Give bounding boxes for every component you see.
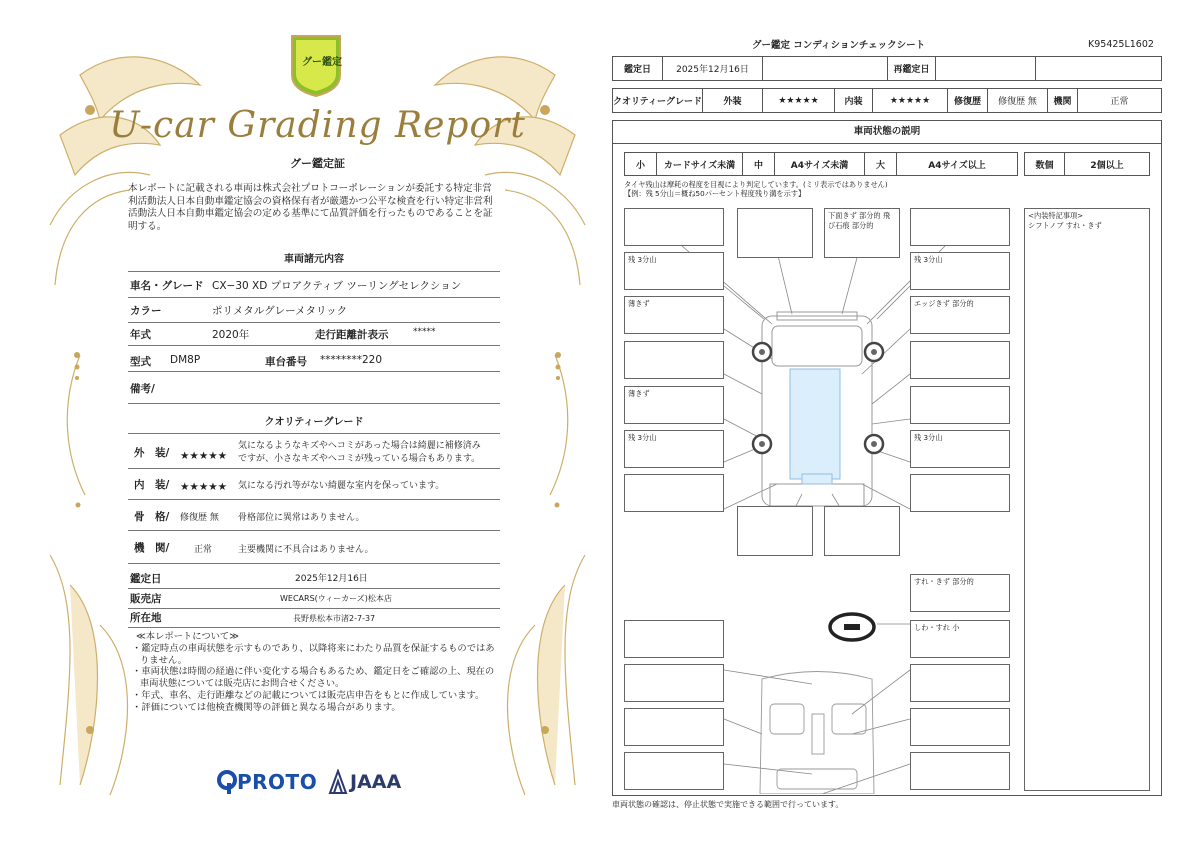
report-title: U-car Grading Report: [109, 105, 526, 146]
annotation-box: [910, 474, 1010, 512]
notes-title: ≪本レポートについて≫: [136, 631, 239, 642]
note-item: ・車両状態は時間の経過に伴い変化する場合もあるため、鑑定日をご確認の上、現在の車両状態については販売店にお問合せください。: [132, 666, 495, 690]
right-rear-tire-note: 残 3分山: [914, 433, 943, 442]
divider: [128, 345, 500, 346]
interior-desc: 気になる汚れ等がない綺麗な室内を保っています。: [238, 481, 445, 491]
divider: [128, 588, 500, 589]
annotation-box: [910, 430, 1010, 468]
reinspect-label: 再鑑定日: [888, 57, 936, 80]
divider: [128, 499, 500, 500]
annotation-box: [910, 296, 1010, 334]
annotation-box: [910, 752, 1010, 790]
blank-cell: [936, 57, 1036, 80]
engine-desc: 主要機関に不具合はありません。: [238, 545, 374, 555]
date-value: 2025年12月16日: [295, 574, 368, 584]
legend-large-desc: A4サイズ以上: [928, 160, 986, 171]
count-desc: 2個以上: [1090, 160, 1124, 171]
special-notes-title: <内装特記事項>: [1028, 211, 1084, 220]
annotation-box: [910, 208, 1010, 246]
proto-logo-icon: [216, 769, 238, 795]
frame-value: 修復歴 無: [180, 513, 219, 523]
annotation-box: [624, 296, 724, 334]
color-label: カラー: [130, 305, 162, 317]
name-label: 車名・グレード: [130, 280, 204, 292]
annotation-box: [624, 620, 724, 658]
exterior-stars: ★★★★★: [180, 450, 228, 462]
divider: [128, 433, 500, 434]
interior-stars: ★★★★★: [180, 481, 228, 493]
engine-label: 機関: [1048, 89, 1078, 112]
date-row: [612, 56, 1162, 81]
interior-stars: ★★★★★: [873, 89, 948, 112]
interior-label: 内 装/: [134, 479, 170, 491]
annotation-box: [624, 664, 724, 702]
grade-row: [612, 88, 1162, 113]
legend-large: 大: [865, 153, 897, 175]
divider: [128, 322, 500, 323]
exterior-label: 外装: [703, 89, 763, 112]
address-value: 長野県松本市渚2-7-37: [293, 614, 376, 623]
frame-desc: 骨格部位に異常はありません。: [238, 513, 365, 523]
name-value: CX−30 XD プロアクティブ ツーリングセレクション: [212, 280, 462, 292]
exterior-desc-2: ですが、小さなキズやヘコミが残っている場合もあります。: [238, 454, 481, 464]
annotation-box: [910, 708, 1010, 746]
divider: [128, 371, 500, 372]
annotation-box: [624, 708, 724, 746]
quality-title: クオリティーグレード: [264, 417, 364, 428]
annotation-box: [910, 386, 1010, 424]
model-label: 型式: [130, 356, 151, 368]
legend-medium: 中: [743, 153, 775, 175]
jaaa-logo-icon: [328, 769, 348, 795]
left-front-tire-note: 残 3分山: [628, 255, 657, 264]
interior-special-notes: [1024, 208, 1150, 791]
mileage-label: 走行距離計表示: [315, 329, 389, 341]
divider: [128, 403, 500, 404]
sheet-title: グー鑑定 コンディションチェックシート: [752, 40, 926, 51]
annotation-box: [737, 506, 813, 556]
count-legend: [1024, 152, 1150, 176]
certificate: [40, 25, 595, 815]
year-value: 2020年: [212, 329, 250, 341]
exterior-desc-1: 気になるようなキズやヘコミがあった場合は綺麗に補修済み: [238, 441, 481, 451]
annotation-box: [624, 386, 724, 424]
divider: [128, 563, 500, 564]
divider: [128, 608, 500, 609]
date-label: 鑑定日: [130, 573, 162, 585]
annotation-box: [910, 664, 1010, 702]
exterior-label: 外 装/: [134, 447, 170, 459]
divider: [128, 468, 500, 469]
certification-text: 本レポートに記載される車両は株式会社プロトコーポレーションが委託する特定非営利活動法人日本自動車鑑定協会の資格保有者が厳選かつ公平な検査を行い特定非営利活動法人日本自動車鑑定協会の定める基準にて品質評価を行ったものであることを証明する。: [128, 183, 493, 232]
annotation-box: [910, 620, 1010, 658]
divider: [128, 271, 500, 272]
jaaa-logo-text: JAAA: [350, 771, 402, 793]
specs-title: 車両諸元内容: [284, 254, 344, 265]
annotation-box: [737, 208, 813, 258]
annotation-box: [624, 252, 724, 290]
annotation-box: [624, 752, 724, 790]
right-front-tire-note: 残 3分山: [914, 255, 943, 264]
remarks-label: 備考/: [130, 383, 155, 395]
year-label: 年式: [130, 329, 151, 341]
interior-label: 内装: [835, 89, 873, 112]
frame-label: 骨 格/: [134, 511, 170, 523]
model-value: DM8P: [170, 354, 201, 366]
report-subtitle: グー鑑定証: [290, 157, 345, 170]
inspection-date-label: 鑑定日: [613, 57, 663, 80]
tire-note-1: タイヤ残山は摩耗の程度を目視により判定しています。(ミリ表示ではありません): [624, 180, 888, 189]
annotation-box: [624, 208, 724, 246]
annotation-box: [624, 430, 724, 468]
size-legend: [624, 152, 1018, 176]
divider: [128, 627, 500, 628]
annotation-box: [910, 252, 1010, 290]
annotation-box: [910, 574, 1010, 612]
exterior-stars: ★★★★★: [763, 89, 835, 112]
underside-note: 下面きず 部分的 飛び石痕 部分的: [828, 211, 891, 230]
annotation-box: [824, 506, 900, 556]
color-value: ポリメタルグレーメタリック: [212, 305, 348, 317]
left-lower-note: 薄きず: [628, 389, 650, 398]
left-rear-tire-note: 残 3分山: [628, 433, 657, 442]
divider: [128, 530, 500, 531]
steering-wheel-icon: [830, 614, 874, 640]
chassis-value: ********220: [320, 354, 383, 366]
annotation-box: [624, 341, 724, 379]
sheet-code: K95425L1602: [1088, 39, 1154, 50]
section-title: 車両状態の説明: [612, 120, 1162, 144]
proto-logo-text: PROTO: [237, 770, 318, 794]
engine-value: 正常: [1110, 97, 1129, 107]
address-label: 所在地: [130, 612, 162, 624]
legend-small-desc: カードサイズ未満: [657, 153, 743, 175]
sheet-footer: 車両状態の確認は、停止状態で実施できる範囲で行っています。: [612, 800, 844, 809]
legend-small: 小: [625, 153, 657, 175]
annotation-box: [824, 208, 900, 258]
seat-note: しわ・すれ 小: [914, 623, 960, 632]
grade-label: クオリティーグレード: [613, 89, 703, 112]
repair-value: 修復歴 無: [988, 89, 1048, 112]
divider: [128, 297, 500, 298]
notes: [128, 631, 500, 714]
annotation-box: [624, 474, 724, 512]
right-mid-note: エッジきず 部分的: [914, 299, 974, 308]
inspection-date-value: 2025年12月16日: [663, 57, 763, 80]
legend-medium-desc: A4サイズ未満: [775, 153, 865, 175]
count-label: 数個: [1025, 153, 1065, 175]
engine-value: 正常: [194, 545, 213, 555]
blank-cell: [763, 57, 888, 80]
repair-label: 修復歴: [948, 89, 988, 112]
chassis-label: 車台番号: [265, 356, 307, 368]
note-item: ・評価については他検査機関等の評価と異なる場合があります。: [132, 701, 401, 713]
condition-check-sheet: [612, 34, 1164, 814]
note-item: ・年式、車名、走行距離などの記載については販売店申告をもとに作成しています。: [132, 689, 485, 701]
note-item: ・鑑定時点の車両状態を示すものであり、以降将来にわたり品質を保証するものではありません。: [132, 642, 495, 666]
tire-note-2: 【例：残 5分山＝概ね50パーセント程度残り溝を示す】: [624, 189, 806, 198]
shop-label: 販売店: [130, 593, 162, 605]
annotation-box: [910, 341, 1010, 379]
engine-label: 機 関/: [134, 542, 170, 554]
left-mid-note: 薄きず: [628, 299, 650, 308]
special-notes-body: シフトノブ すれ・きず: [1028, 221, 1102, 230]
mileage-value: *****: [413, 327, 436, 337]
badge-text: グー鑑定: [302, 57, 342, 68]
shop-value: WECARS(ウィーカーズ)松本店: [280, 594, 392, 603]
blank-cell: [1036, 57, 1161, 80]
steering-note: すれ・きず 部分的: [914, 577, 974, 586]
